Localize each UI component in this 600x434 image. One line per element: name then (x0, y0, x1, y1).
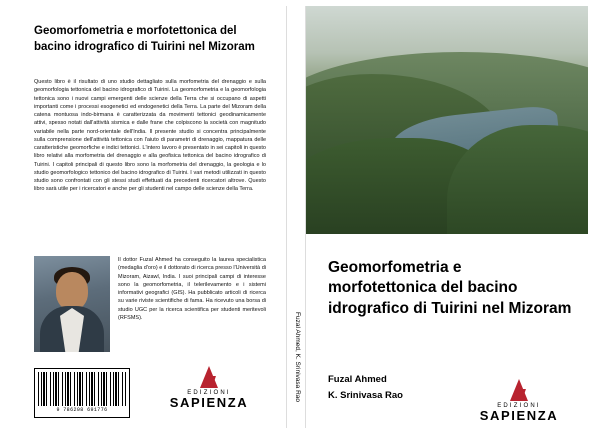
publisher-name-line2: SAPIENZA (169, 395, 249, 410)
back-cover-title: Geomorfometria e morfotettonica del bacino idrografico di Tuirini nel Mizoram (34, 25, 255, 53)
author-portrait-photo (34, 256, 110, 352)
barcode-number: 9 786208 691776 (56, 407, 108, 413)
spine-authors: Fuzal Ahmed, K. Srinivasa Rao (294, 312, 301, 402)
publisher-logo-back (154, 366, 264, 409)
publisher-logo-front (460, 379, 578, 422)
author-biography: Il dottor Fuzal Ahmed ha conseguito la laurea specialistica (medaglia d'oro) e il dottorato di ricerca presso l'Università di Mizoram, Aizawl, India. I suoi principali campi di interesse sono la geomorfometria, il telerilevamento e i sistemi informativi geografici (GIS). Ha pubblicato articoli di ricerca su varie riviste scientifiche di fama. Ha ricevuto una borsa di studio UGC per la ricerca scientifica per studenti meritevoli (RFSMS). (118, 257, 266, 321)
publisher-name-line2: SAPIENZA (479, 408, 559, 423)
back-cover-blurb: Questo libro è il risultato di uno studio dettagliato sulla morfometria del drenaggio e sulla geomorfologia tettonica del bacino idrografico di Tuirini. La geomorfometria e la geomorfologia tettonica sono i nuovi campi emergenti delle scienze della Terra che si occupano di aspetti importanti come i processi esogenetici ed endogenetici della Terra. La parte del Mizoram della catena montuosa indo-birmana è caratterizzata da movimenti tettonici geodinamicamente attivi, spesso notati dall'attività sismica e dalle frane che colpiscono la società con magnitudo variabile nella parte nord-orientale dell'India. Il presente studio si concentra principalmente sulla comprensione dell'attività tettonica con l'aiuto di parametri di drenaggio, mappatura delle caratteristiche geomorfiche e indici tettonici. L'intero lavoro è presentato in sei capitoli in questo libro relativi alla morfometria del drenaggio e alla geofisica tettonica del bacino idrografico di Tuirini. I capitoli principali di questo libro sono la morfometria del drenaggio, la geologia e lo studio geomorfologico tettonico del bacino idrografico di Tuirini. I vari metodi utilizzati in questo studio sono confrontati con gli stessi studi effettuati da precedenti ricercatori altrove. Questo libro sarà utile per i ricercatori e anche per gli studenti nel campo delle scienze della Terra. (34, 79, 266, 193)
barcode-bars (38, 372, 126, 406)
spine-text-wrap (287, 102, 307, 402)
back-cover (14, 6, 286, 428)
flame-icon (510, 379, 528, 401)
book-spine (286, 6, 306, 428)
front-cover-title: Geomorfometria e morfotettonica del bacino idrografico di Tuirini nel Mizoram (328, 259, 572, 317)
barcode (34, 368, 130, 418)
flame-icon (200, 366, 218, 388)
author-name-2: K. Srinivasa Rao (328, 390, 403, 402)
author-block (34, 256, 266, 352)
publisher-name-line1: EDIZIONI (187, 390, 231, 396)
front-cover (306, 6, 588, 428)
portrait-face (56, 272, 88, 310)
author-name-1: Fuzal Ahmed (328, 374, 387, 385)
cover-photo (306, 6, 588, 234)
publisher-name-line1: EDIZIONI (497, 403, 541, 409)
